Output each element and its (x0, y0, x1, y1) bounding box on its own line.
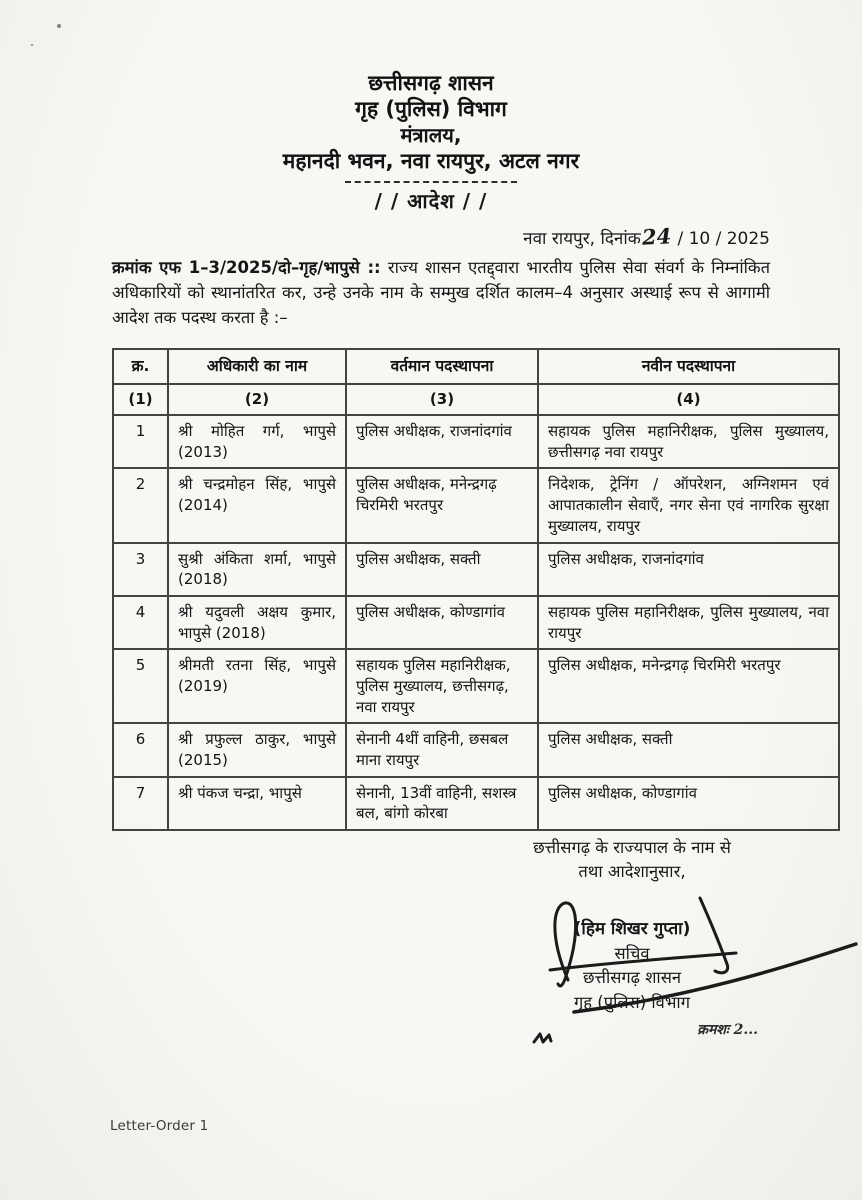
scan-speck (57, 24, 61, 28)
sno: 1 (113, 415, 168, 468)
signatory-org-line1: छत्तीसगढ़ शासन (582, 968, 682, 988)
officer-name: श्री पंकज चन्द्रा, भापुसे (168, 777, 346, 830)
current-posting: सेनानी 4थीं वाहिनी, छसबल माना रायपुर (346, 723, 538, 776)
new-posting: सहायक पुलिस महानिरीक्षक, पुलिस मुख्यालय, छत्तीसगढ़ नवा रायपुर (538, 415, 839, 468)
content-column (112, 348, 838, 1039)
officer-name: श्री यदुवली अक्षय कुमार, भापुसे (2018) (168, 596, 346, 649)
header-government: छत्तीसगढ़ शासन (368, 71, 494, 95)
header-department: गृह (पुलिस) विभाग (355, 97, 507, 122)
table-row (113, 468, 839, 542)
new-posting: सहायक पुलिस महानिरीक्षक, पुलिस मुख्यालय, नवा रायपुर (538, 596, 839, 649)
table-row (113, 596, 839, 649)
order-paragraph (112, 256, 770, 330)
table-row (113, 777, 839, 830)
header-divider (345, 181, 517, 183)
table-row (113, 723, 839, 776)
officer-name: सुश्री अंकिता शर्मा, भापुसे (2018) (168, 543, 346, 596)
signatory-designation: सचिव (614, 943, 650, 963)
signature-authority-line2: तथा आदेशानुसार, (578, 861, 686, 881)
new-posting: पुलिस अधीक्षक, कोण्डागांव (538, 777, 839, 830)
colnum-2: (2) (168, 384, 346, 415)
officer-name: श्रीमती रतना सिंह, भापुसे (2019) (168, 649, 346, 723)
signature-authority-line1: छत्तीसगढ़ के राज्यपाल के नाम से (533, 838, 731, 858)
signature-space (464, 884, 800, 918)
sno: 6 (113, 723, 168, 776)
current-posting: पुलिस अधीक्षक, कोण्डागांव (346, 596, 538, 649)
colnum-1: (1) (113, 384, 168, 415)
table-row (113, 415, 839, 468)
handwritten-day: 24 (641, 223, 672, 250)
table-colnum-row (113, 384, 839, 415)
header-ministry: मंत्रालय, (400, 122, 462, 147)
current-posting: पुलिस अधीक्षक, सक्ती (346, 543, 538, 596)
new-posting: निदेशक, ट्रेनिंग / ऑपरेशन, अग्निशमन एवं आपातकालीन सेवाएँ, नगर सेना एवं नागरिक सुरक्षा मुख्यालय, रायपुर (538, 468, 839, 542)
sno: 2 (113, 468, 168, 542)
col-header-sno: क्र. (113, 349, 168, 384)
order-title: / / आदेश / / (374, 188, 488, 213)
sno: 5 (113, 649, 168, 723)
header-address: महानदी भवन, नवा रायपुर, अटल नगर (282, 148, 580, 173)
date-line (523, 224, 770, 249)
officers-table-body (113, 415, 839, 830)
officer-name: श्री प्रफुल्ल ठाकुर, भापुसे (2015) (168, 723, 346, 776)
col-header-new-posting: नवीन पदस्थापना (538, 349, 839, 384)
date-suffix: / 10 / 2025 (677, 229, 770, 249)
colnum-3: (3) (346, 384, 538, 415)
continued-note: क्रमशः 2... (697, 1021, 758, 1038)
order-text: राज्य शासन एतद्द्वारा भारतीय पुलिस सेवा संवर्ग के निम्नांकित अधिकारियों को स्थानांतरित कर, उन्हे उनके नाम के सम्मुख दर्शित कालम–4 अनुसार अस्थाई रूप से आगामी आदेश तक पदस्थ करता है :– (112, 258, 771, 327)
table-row (113, 543, 839, 596)
new-posting: पुलिस अधीक्षक, सक्ती (538, 723, 839, 776)
col-header-officer-name: अधिकारी का नाम (168, 349, 346, 384)
date-prefix: नवा रायपुर, दिनांक (523, 229, 641, 249)
footer-reference: Letter-Order 1 (110, 1118, 209, 1134)
signatory-name: (हिम शिखर गुप्ता) (573, 918, 691, 939)
table-header-row (113, 349, 839, 384)
signature-block (464, 836, 800, 1039)
new-posting: पुलिस अधीक्षक, मनेन्द्रगढ़ चिरमिरी भरतपुर (538, 649, 839, 723)
current-posting: पुलिस अधीक्षक, मनेन्द्रगढ़ चिरमिरी भरतपुर (346, 468, 538, 542)
signatory-org-line2: गृह (पुलिस) विभाग (573, 993, 690, 1013)
colnum-4: (4) (538, 384, 839, 415)
new-posting: पुलिस अधीक्षक, राजनांदगांव (538, 543, 839, 596)
current-posting: सहायक पुलिस महानिरीक्षक, पुलिस मुख्यालय, छत्तीसगढ़, नवा रायपुर (346, 649, 538, 723)
current-posting: सेनानी, 13वीं वाहिनी, सशस्त्र बल, बांगो कोरबा (346, 777, 538, 830)
officer-name: श्री चन्द्रमोहन सिंह, भापुसे (2014) (168, 468, 346, 542)
col-header-current-posting: वर्तमान पदस्थापना (346, 349, 538, 384)
current-posting: पुलिस अधीक्षक, राजनांदगांव (346, 415, 538, 468)
scan-speck (31, 44, 33, 46)
document-header (60, 70, 802, 214)
sno: 4 (113, 596, 168, 649)
sno: 7 (113, 777, 168, 830)
sno: 3 (113, 543, 168, 596)
order-number: क्रमांक एफ 1–3/2025/दो–गृह/भापुसे :: (112, 258, 381, 277)
officer-name: श्री मोहित गर्ग, भापुसे (2013) (168, 415, 346, 468)
transfer-table (112, 348, 840, 831)
table-row (113, 649, 839, 723)
